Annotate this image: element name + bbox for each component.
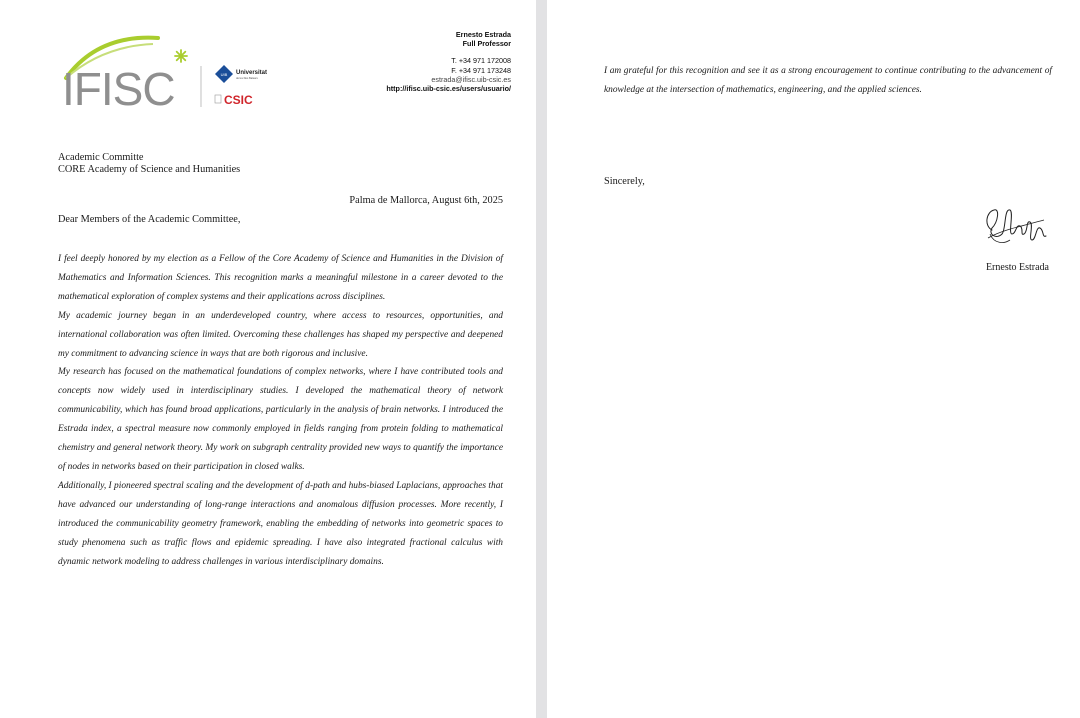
sender-url: http://ifisc.uib-csic.es/users/usuario/ bbox=[386, 84, 511, 94]
letter-page-1 bbox=[0, 0, 536, 718]
sender-name: Ernesto Estrada bbox=[455, 30, 511, 39]
letter-body bbox=[58, 250, 503, 571]
sign-off: Sincerely, bbox=[604, 176, 645, 187]
svg-text:de les Illes Balears: de les Illes Balears bbox=[236, 77, 258, 80]
recipient-line-1: Academic Committe bbox=[58, 152, 144, 163]
body-paragraph: My academic journey began in an underdeveloped country, where access to resources, opportunities, and international collaboration was often limited. Overcoming these challenges has shaped my perspective and deepened my commitment to advancing science in ways that are both rigorous and inclusive. bbox=[58, 310, 503, 359]
body-paragraph: I feel deeply honored by my election as a Fellow of the Core Academy of Science and Humanities in the Division of Mathematics and Information Sciences. This recognition marks a meaningful milestone in a career devoted to the mathematical exploration of complex systems and their applications across disciplines. bbox=[58, 254, 503, 302]
sender-phone: T. +34 971 172008 bbox=[451, 56, 511, 66]
logo-wordmark: IFISC bbox=[62, 63, 175, 112]
recipient-address bbox=[58, 152, 240, 176]
body-paragraph: Additionally, I pioneered spectral scaling and the development of d-path and hubs-biased Laplacians, approaches that have advanced our understanding of long-range interactions and anomalous diffusion processes. More recently, I introduced the communicability geometry framework, enabling the embedding of networks into geometric spaces to study phenomena such as traffic flows and epidemic spreading. I have also integrated fractional calculus with dynamic network modeling to address challenges in various interdisciplinary domains. bbox=[58, 480, 503, 567]
sender-email: estrada@ifisc.uib-csic.es bbox=[431, 74, 511, 84]
date-line: Palma de Mallorca, August 6th, 2025 bbox=[349, 195, 503, 206]
ifisc-logo bbox=[58, 32, 288, 112]
sender-title: Full Professor bbox=[462, 39, 511, 49]
csic-wordmark: CSIC bbox=[224, 93, 253, 107]
closing-paragraph bbox=[604, 62, 1052, 99]
letter-page-2 bbox=[547, 0, 1080, 718]
handwritten-signature bbox=[982, 200, 1048, 246]
closing-paragraph-text: I am grateful for this recognition and see it as a strong encouragement to continue contributing to the advancement of knowledge at the intersection of mathematics, engineering, and the applied sciences. bbox=[604, 66, 1052, 95]
recipient-line-2: CORE Academy of Science and Humanities bbox=[58, 164, 241, 175]
svg-text:UIB: UIB bbox=[220, 72, 228, 77]
signer-name: Ernesto Estrada bbox=[985, 262, 1049, 273]
sender-contact-block bbox=[386, 30, 511, 93]
sender-fax: F. +34 971 173248 bbox=[451, 65, 511, 75]
salutation: Dear Members of the Academic Committee, bbox=[58, 214, 241, 225]
body-paragraph: My research has focused on the mathematical foundations of complex networks, where I have contributed tools and concepts now widely used in interdisciplinary studies. I developed the mathematical theory of network communicability, which has found broad applications, particularly in the analysis of brain networks. I introduced the Estrada index, a spectral measure now commonly employed in fields ranging from protein folding to mathematical chemistry and general network theory. My work on subgraph centrality provided new ways to quantify the importance of nodes in networks based on their participation in closed walks. bbox=[58, 367, 503, 472]
page-gutter bbox=[536, 0, 547, 718]
uib-wordmark: Universitat bbox=[236, 70, 268, 76]
uib-emblem bbox=[215, 65, 267, 83]
csic-logo bbox=[215, 93, 253, 107]
